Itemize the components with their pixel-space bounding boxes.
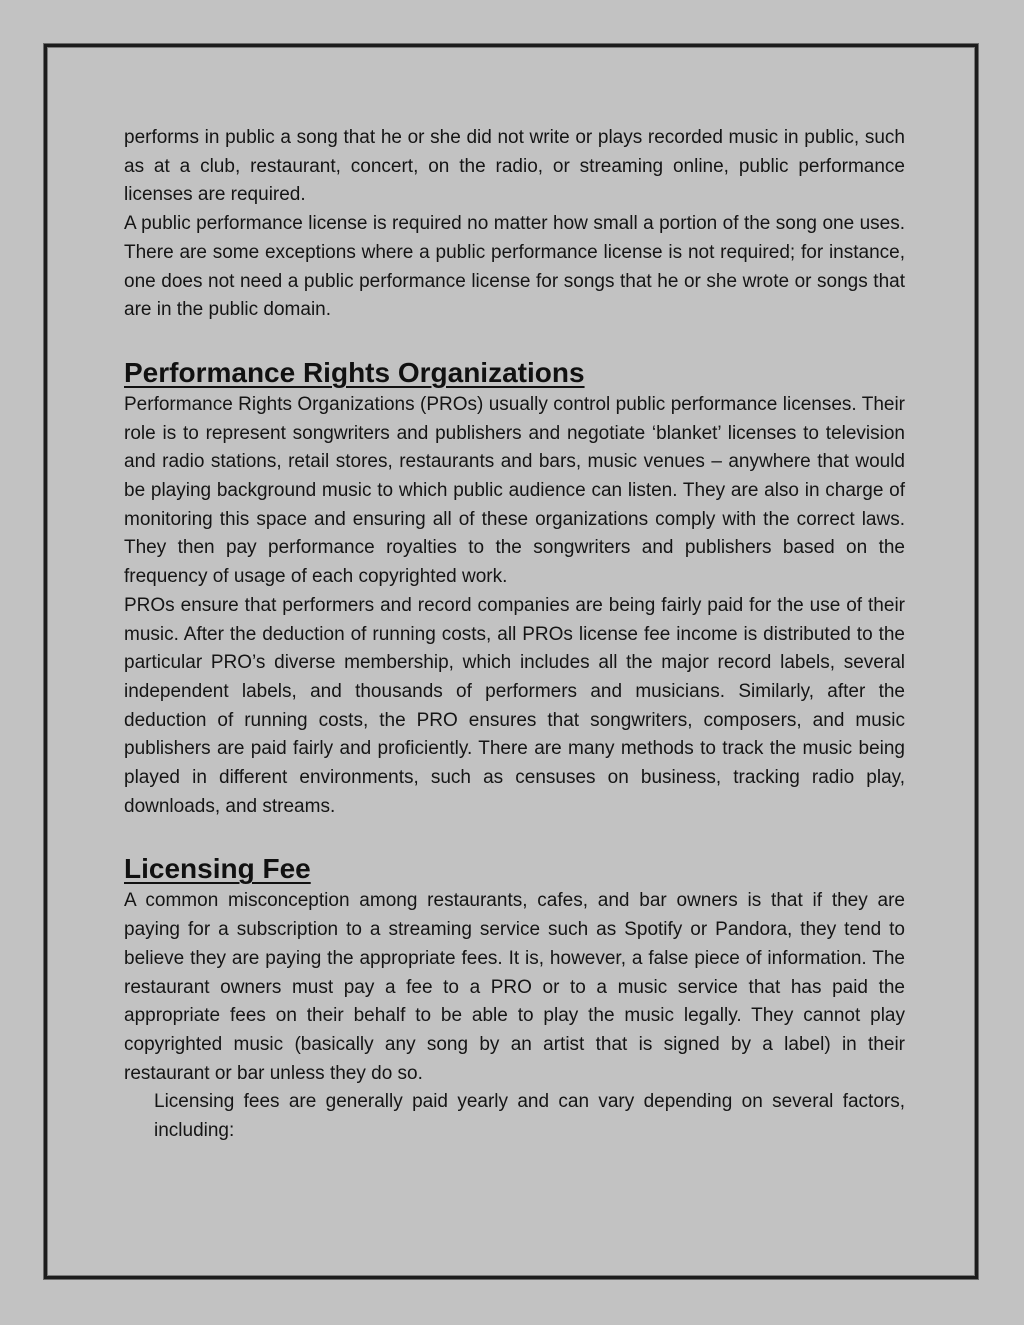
intro-paragraph-1: performs in public a song that he or she did not write or plays recorded music in public, such as at a club, restaurant, concert, on the radio, or streaming online, public performance licenses are required. — [124, 127, 905, 206]
intro-paragraph-2: A public performance license is required no matter how small a portion of the song one uses. There are some exceptions where a public performance license is not required; for instance, one does not need a public performance license for songs that he or she wrote or songs that are in the public domain. — [124, 213, 905, 321]
licensing-paragraph-2: Licensing fees are generally paid yearly and can vary depending on several factors, including: — [154, 1091, 905, 1142]
section-heading-pros: Performance Rights Organizations — [124, 356, 585, 388]
section-spacer — [124, 325, 905, 355]
pros-paragraph-1: Performance Rights Organizations (PROs) usually control public performance licenses. Their role is to represent songwriters and publishers and negotiate ‘blanket’ licenses to television and radio stations, retail stores, restaurants and bars, music venues – anywhere that would be playing background music to which public audience can listen. They are also in charge of monitoring this space and ensuring all of these organizations comply with the correct laws. They then pay performance royalties to the songwriters and publishers based on the frequency of usage of each copyrighted work. — [124, 393, 905, 588]
section-heading-licensing-fee: Licensing Fee — [124, 853, 311, 885]
document-body — [124, 124, 905, 1146]
licensing-paragraph-1: A common misconception among restaurants, cafes, and bar owners is that if they are paying for a subscription to a streaming service such as Spotify or Pandora, they tend to believe they are paying the appropriate fees. It is, however, a false piece of information. The restaurant owners must pay a fee to a PRO or to a music service that has paid the appropriate fees on their behalf to be able to play the music legally. They cannot play copyrighted music (basically any song by an artist that is signed by a label) in their restaurant or bar unless they do so. — [124, 890, 905, 1084]
pros-paragraph-2: PROs ensure that performers and record companies are being fairly paid for the use of their music. After the deduction of running costs, all PROs license fee income is distributed to the particular PRO’s diverse membership, which includes all the major record labels, several independent labels, and thousands of performers and musicians. Similarly, after the deduction of running costs, the PRO ensures that songwriters, composers, and music publishers are paid fairly and proficiently. There are many methods to track the music being played in different environments, such as censuses on business, tracking radio play, downloads, and streams. — [124, 594, 905, 817]
document-page — [44, 44, 978, 1279]
section-spacer — [124, 821, 905, 851]
